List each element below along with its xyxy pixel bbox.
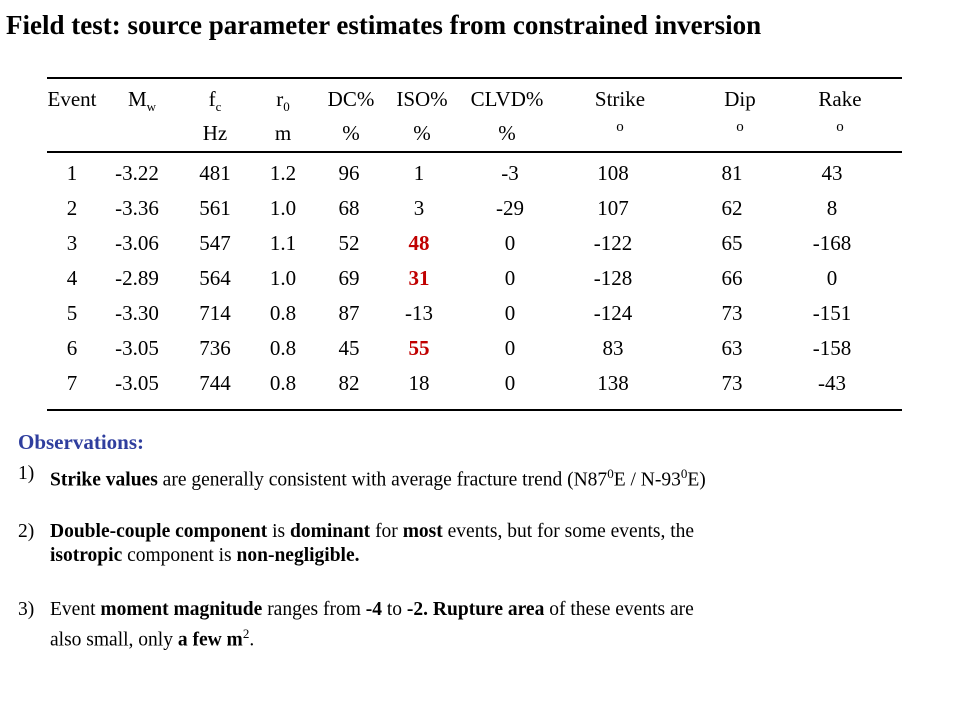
observation-fragment: E)	[687, 469, 706, 491]
table-cell-mw: -3.05	[115, 336, 159, 360]
table-cell-iso-highlighted: 31	[408, 266, 430, 290]
unit-r0: m	[274, 121, 292, 145]
table-cell-mw: -2.89	[115, 266, 159, 290]
table-cell-fc: 561	[199, 196, 231, 220]
table-cell-strike: -122	[593, 231, 633, 255]
table-cell-r0: 1.1	[269, 231, 297, 255]
observations-title: Observations:	[18, 430, 144, 454]
table-cell-strike: -124	[593, 301, 633, 325]
table-cell-clvd: 0	[504, 371, 516, 395]
table-cell-mw: -3.05	[115, 371, 159, 395]
observation-number: 2)	[18, 521, 35, 542]
table-cell-mw: -3.22	[115, 161, 159, 185]
table-cell-event: 2	[66, 196, 78, 220]
table-cell-clvd: 0	[504, 301, 516, 325]
table-cell-event: 6	[66, 336, 78, 360]
emphasis-non-negligible: non-negligible.	[236, 545, 360, 566]
column-header-clvd: CLVD%	[470, 87, 544, 111]
table-cell-rake: -158	[812, 336, 852, 360]
source-parameter-table	[47, 77, 902, 412]
table-cell-strike: 108	[597, 161, 629, 185]
table-cell-dc: 45	[338, 336, 360, 360]
table-cell-dc: 82	[338, 371, 360, 395]
degree-superscript: 0	[680, 466, 688, 481]
table-cell-fc: 481	[199, 161, 231, 185]
observation-fragment: events, but for some events, the	[442, 521, 695, 542]
emphasis-rupture-area: Rupture area	[428, 599, 545, 620]
column-header-r0	[276, 87, 290, 119]
page-title: Field test: source parameter estimates from constrained inversion	[6, 10, 762, 40]
unit-fc: Hz	[202, 121, 228, 145]
table-cell-clvd: 0	[504, 266, 516, 290]
table-cell-dc: 52	[338, 231, 360, 255]
unit-iso: %	[413, 121, 431, 145]
table-cell-iso: 3	[413, 196, 425, 220]
table-cell-dip: 81	[721, 161, 743, 185]
table-cell-dc: 96	[338, 161, 360, 185]
observation-fragment: ranges from	[262, 599, 366, 620]
unit-dip: o	[736, 119, 744, 135]
emphasis-few-m: a few m	[177, 629, 243, 651]
column-header-dip: Dip	[724, 87, 756, 111]
column-header-strike: Strike	[594, 87, 646, 111]
table-cell-dip: 65	[721, 231, 743, 255]
emphasis-moment-magnitude: moment magnitude	[100, 599, 263, 620]
table-cell-rake: 43	[821, 161, 843, 185]
observation-fragment: to	[382, 599, 407, 620]
table-cell-rake: 0	[826, 266, 838, 290]
table-cell-dc: 68	[338, 196, 360, 220]
table-cell-dip: 73	[721, 301, 743, 325]
header-symbol: M	[127, 87, 147, 111]
table-cell-fc: 547	[199, 231, 231, 255]
table-cell-clvd: 0	[504, 231, 516, 255]
table-cell-rake: -151	[812, 301, 852, 325]
unit-strike: o	[616, 119, 624, 135]
table-cell-mw: -3.36	[115, 196, 159, 220]
table-cell-r0: 1.0	[269, 196, 297, 220]
observation-fragment: E / N-93	[613, 469, 681, 491]
table-cell-fc: 736	[199, 336, 231, 360]
header-subscript: 0	[283, 99, 290, 115]
column-header-event: Event	[47, 87, 97, 111]
observation-text	[50, 462, 950, 493]
table-cell-rake: -43	[818, 371, 846, 395]
table-cell-dc: 69	[338, 266, 360, 290]
table-cell-iso-highlighted: 48	[408, 231, 430, 255]
column-header-iso: ISO%	[396, 87, 448, 111]
table-cell-strike: 138	[597, 371, 629, 395]
observation-number: 1)	[18, 463, 35, 484]
table-cell-iso: 1	[413, 161, 425, 185]
header-subscript: w	[146, 99, 157, 115]
column-header-dc: DC%	[327, 87, 375, 111]
emphasis-double-couple: Double-couple component	[50, 521, 268, 542]
table-cell-mw: -3.06	[115, 231, 159, 255]
emphasis-max-magnitude: -2.	[406, 599, 429, 620]
table-cell-r0: 1.0	[269, 266, 297, 290]
header-subscript: c	[215, 99, 222, 115]
table-cell-rake: -168	[812, 231, 852, 255]
observation-fragment: are generally consistent with average fracture trend (N87	[157, 469, 608, 491]
header-symbol: r	[276, 87, 284, 111]
square-superscript: 2	[242, 626, 250, 641]
table-cell-strike: 83	[602, 336, 624, 360]
observation-text	[50, 598, 950, 653]
table-cell-dip: 66	[721, 266, 743, 290]
unit-rake: o	[836, 119, 844, 135]
table-cell-iso-highlighted: 55	[408, 336, 430, 360]
table-cell-event: 1	[66, 161, 78, 185]
table-cell-fc: 564	[199, 266, 231, 290]
table-cell-fc: 714	[199, 301, 231, 325]
table-cell-r0: 0.8	[269, 301, 297, 325]
observation-fragment: .	[249, 629, 255, 651]
table-cell-dip: 62	[721, 196, 743, 220]
column-header-mw	[128, 87, 156, 119]
column-header-fc	[209, 87, 222, 119]
emphasis-min-magnitude: -4	[365, 599, 382, 620]
table-cell-strike: -128	[593, 266, 633, 290]
header-symbol: f	[208, 87, 216, 111]
observation-fragment: Event	[50, 599, 101, 620]
table-cell-fc: 744	[199, 371, 231, 395]
emphasis-strike-values: Strike values	[50, 469, 158, 491]
table-cell-clvd: -29	[496, 196, 524, 220]
observation-fragment: of these events are	[544, 599, 694, 620]
table-cell-event: 4	[66, 266, 78, 290]
table-cell-event: 3	[66, 231, 78, 255]
table-cell-r0: 0.8	[269, 336, 297, 360]
table-cell-iso: 18	[408, 371, 430, 395]
degree-superscript: 0	[607, 466, 614, 481]
observation-fragment: for	[370, 521, 403, 542]
table-top-rule	[47, 77, 902, 79]
observation-fragment: also small, only	[50, 629, 178, 651]
table-cell-r0: 0.8	[269, 371, 297, 395]
table-cell-dip: 73	[721, 371, 743, 395]
emphasis-isotropic: isotropic	[50, 545, 123, 566]
table-cell-event: 7	[66, 371, 78, 395]
table-cell-clvd: -3	[501, 161, 519, 185]
table-cell-event: 5	[66, 301, 78, 325]
table-cell-dc: 87	[338, 301, 360, 325]
table-cell-dip: 63	[721, 336, 743, 360]
unit-clvd: %	[498, 121, 516, 145]
table-cell-iso: -13	[405, 301, 433, 325]
observation-number: 3)	[18, 599, 35, 620]
table-cell-strike: 107	[597, 196, 629, 220]
observation-text	[50, 520, 950, 568]
observation-fragment: component is	[122, 545, 237, 566]
column-header-rake: Rake	[818, 87, 862, 111]
observation-fragment: is	[267, 521, 290, 542]
table-header-rule	[47, 151, 902, 153]
table-cell-rake: 8	[826, 196, 838, 220]
emphasis-dominant: dominant	[289, 521, 371, 542]
table-cell-mw: -3.30	[115, 301, 159, 325]
table-bottom-rule	[47, 409, 902, 411]
table-cell-clvd: 0	[504, 336, 516, 360]
table-cell-r0: 1.2	[269, 161, 297, 185]
unit-dc: %	[342, 121, 360, 145]
emphasis-most: most	[402, 521, 443, 542]
